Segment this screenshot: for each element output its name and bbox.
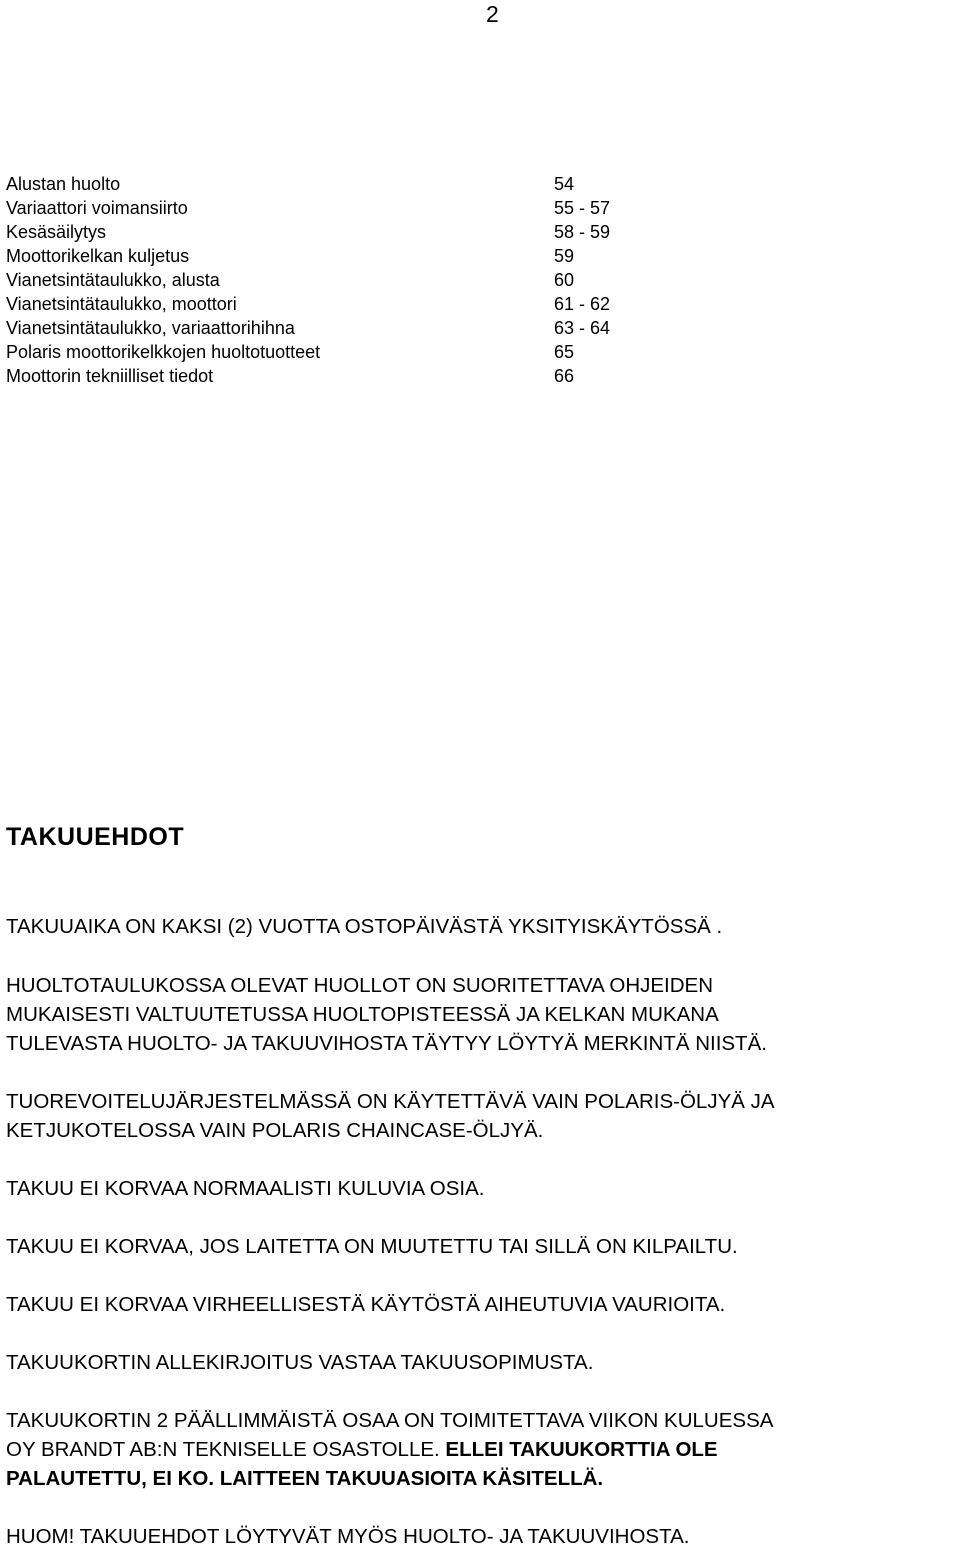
bold-warning-text: ELLEI TAKUUKORTTIA OLE	[445, 1438, 718, 1461]
paragraph-line: MUKAISESTI VALTUUTETUSSA HUOLTOPISTEESSÄ JA KELKAN MUKANA	[6, 1003, 719, 1026]
toc-page: 54	[554, 174, 575, 194]
toc-page: 65	[554, 342, 575, 362]
note-text: HUOM! TAKUUEHDOT LÖYTYVÄT MYÖS HUOLTO- JA TAKUUVIHOSTA.	[6, 1525, 690, 1548]
toc-page: 60	[554, 270, 575, 290]
toc-row	[6, 244, 646, 268]
toc-title: Kesäsäilytys	[6, 222, 107, 242]
toc-page: 61 - 62	[554, 294, 611, 314]
modification-text: TAKUU EI KORVAA, JOS LAITETTA ON MUUTETTU TAI SILLÄ ON KILPAILTU.	[6, 1235, 738, 1258]
paragraph-text: OY BRANDT AB:N TEKNISELLE OSASTOLLE.	[6, 1438, 446, 1461]
return-card-paragraph	[6, 1406, 960, 1493]
toc-title: Vianetsintätaulukko, alusta	[6, 270, 220, 290]
maintenance-paragraph	[6, 971, 960, 1058]
toc-title: Moottorikelkan kuljetus	[6, 246, 190, 266]
paragraph-line: KETJUKOTELOSSA VAIN POLARIS CHAINCASE-ÖLJYÄ.	[6, 1119, 544, 1142]
toc-title: Vianetsintätaulukko, variaattorihihna	[6, 318, 295, 338]
lubrication-paragraph	[6, 1087, 960, 1145]
signature-text: TAKUUKORTIN ALLEKIRJOITUS VASTAA TAKUUSOPIMUSTA.	[6, 1351, 594, 1374]
toc-row	[6, 268, 646, 292]
toc-page: 55 - 57	[554, 198, 611, 218]
toc-row	[6, 172, 646, 196]
wear-parts-text: TAKUU EI KORVAA NORMAALISTI KULUVIA OSIA.	[6, 1177, 485, 1200]
page-number: 2	[486, 1, 499, 27]
paragraph-line: TUOREVOITELUJÄRJESTELMÄSSÄ ON KÄYTETTÄVÄ VAIN POLARIS-ÖLJYÄ JA	[6, 1090, 775, 1113]
paragraph-line: TULEVASTA HUOLTO- JA TAKUUVIHOSTA TÄYTYY LÖYTYÄ MERKINTÄ NIISTÄ.	[6, 1032, 767, 1055]
toc-title: Vianetsintätaulukko, moottori	[6, 294, 237, 314]
toc-title: Alustan huolto	[6, 174, 121, 194]
table-of-contents	[6, 172, 646, 388]
toc-row	[6, 340, 646, 364]
toc-page: 58 - 59	[554, 222, 611, 242]
toc-page: 66	[554, 366, 575, 386]
toc-title: Polaris moottorikelkkojen huoltotuotteet	[6, 342, 321, 362]
toc-row	[6, 364, 646, 388]
toc-page: 63 - 64	[554, 318, 611, 338]
toc-row	[6, 220, 646, 244]
toc-row	[6, 316, 646, 340]
paragraph-line: HUOLTOTAULUKOSSA OLEVAT HUOLLOT ON SUORITETTAVA OHJEIDEN	[6, 974, 714, 997]
paragraph-line	[6, 1435, 960, 1464]
warranty-period-text: TAKUUAIKA ON KAKSI (2) VUOTTA OSTOPÄIVÄSTÄ YKSITYISKÄYTÖSSÄ .	[6, 915, 723, 938]
toc-title: Moottorin tekniilliset tiedot	[6, 366, 214, 386]
warranty-heading: TAKUUEHDOT	[6, 823, 185, 851]
toc-row	[6, 292, 646, 316]
toc-page: 59	[554, 246, 575, 266]
misuse-text: TAKUU EI KORVAA VIRHEELLISESTÄ KÄYTÖSTÄ AIHEUTUVIA VAURIOITA.	[6, 1293, 726, 1316]
toc-row	[6, 196, 646, 220]
toc-title: Variaattori voimansiirto	[6, 198, 188, 218]
paragraph-line: TAKUUKORTIN 2 PÄÄLLIMMÄISTÄ OSAA ON TOIMITETTAVA VIIKON KULUESSA	[6, 1409, 774, 1432]
bold-warning-line: PALAUTETTU, EI KO. LAITTEEN TAKUUASIOITA KÄSITELLÄ.	[6, 1467, 604, 1490]
